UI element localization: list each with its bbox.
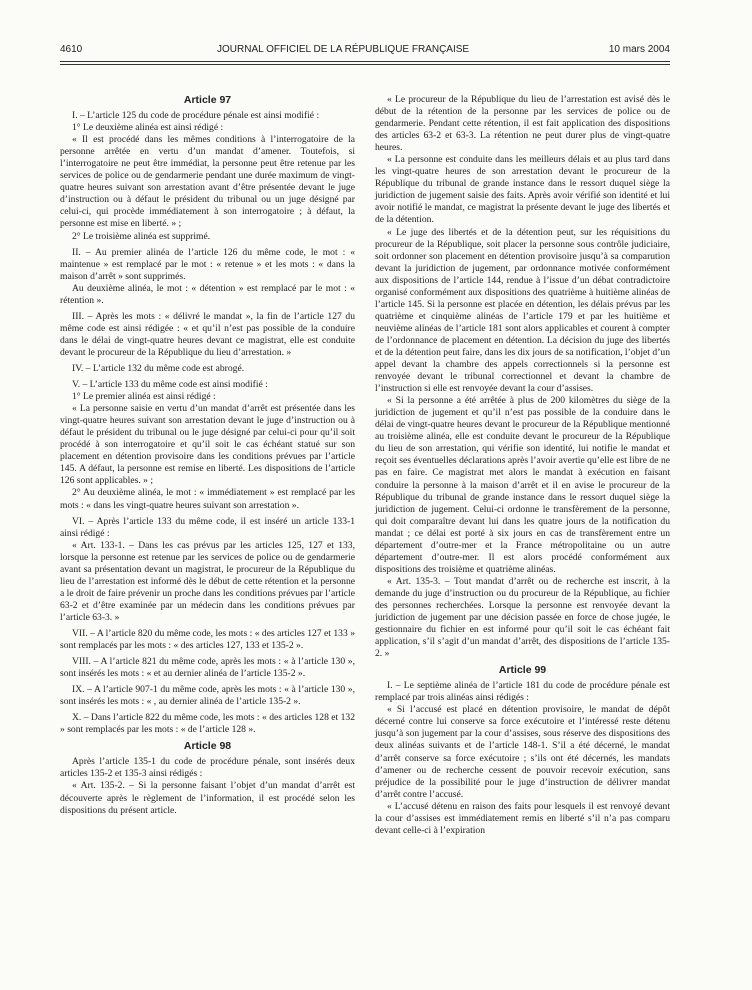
paragraph: « Si la personne a été arrêtée à plus de 200 kilomètres du siège de la juridiction de jugement et qu’il n’est pas possible de la conduire dans le délai de vingt-quatre heures devant le procureur de la République mentionné au troisième alinéa, elle est conduite devant le procureur de la République du lieu de son arrestation, qui vérifie son identité, lui notifie le mandat et reçoit ses éventuelles déclarations après l’avoir avertie qu’elle est libre de ne pas en faire. Ce magistrat met alors le mandat à exécution en faisant conduire la personne à la maison d’arrêt et il en avise le procureur de la République du tribunal de grande instance dans le ressort duquel siège la juridiction de jugement. Celui-ci ordonne le transfèrement de la personne, qui doit comparaître devant lui dans les quatre jours de la notification du mandat ; ce délai est porté à six jours en cas de transfèrement entre un département d’outre-mer et la France métropolitaine ou un autre département d’outre-mer. Il est alors procédé conformément aux dispositions des troisième et quatrième alinéas. — [375, 395, 670, 575]
article-heading: Article 97 — [183, 94, 232, 106]
paragraph: VII. – A l’article 820 du même code, les mots : « des articles 127 et 133 » sont remplacés par les mots : « des articles 127, 133 et 135-2 ». — [60, 627, 355, 652]
header-rule-thick — [60, 61, 670, 62]
paragraph: « L’accusé détenu en raison des faits pour lesquels il est renvoyé devant la cour d’assises est immédiatement remis en liberté s’il n’a pas comparu devant celle-ci à l’expiration — [375, 800, 670, 836]
header-rule-thin — [60, 64, 670, 65]
paragraph: II. – Au premier alinéa de l’article 126 du même code, le mot : « maintenue » est remplacé par le mot : « retenue » et les mots : « dans la maison d’arrêt » sont supprimés. — [60, 246, 355, 282]
paragraph: VI. – Après l’article 133 du même code, il est inséré un article 133-1 ainsi rédigé : — [60, 515, 355, 539]
paragraph: 2° Au deuxième alinéa, le mot : « immédiatement » est remplacé par les mots : « dans les vingt-quatre heures suivant son arrestation ». — [60, 487, 355, 511]
paragraph: VIII. – A l’article 821 du même code, après les mots : « à l’article 130 », sont insérés les mots : « et au dernier alinéa de l’article 135-2 ». — [60, 656, 355, 680]
page-number: 4610 — [60, 44, 83, 55]
paragraph: III. – Après les mots : « délivré le mandat », la fin de l’article 127 du même code est ainsi rédigée : « et qu’il n’est pas possible de la conduire dans le délai de vingt-quatre heures devant ce magistrat, elle est conduite devant le procureur de la République du lieu d’arrestation. » — [60, 310, 355, 358]
paragraph: « La personne est conduite dans les meilleurs délais et au plus tard dans les vingt-quatre heures de son arrestation devant le procureur de la République du tribunal de grande instance dans le ressort duquel siège la juridiction de jugement saisie des faits. Après avoir vérifié son identité et lui avoir notifié le mandat, ce magistrat la présente devant le juge des libertés et de la détention. — [375, 154, 670, 226]
paragraph: « Art. 135-2. – Si la personne faisant l’objet d’un mandat d’arrêt est découverte après le règlement de l’information, il est procédé selon les dispositions du présent article. — [60, 780, 355, 816]
paragraph: 2° Le troisième alinéa est supprimé. — [72, 230, 211, 242]
paragraph: IV. – L’article 132 du même code est abrogé. — [72, 362, 245, 374]
paragraph: I. – Le septième alinéa de l’article 181 du code de procédure pénale est remplacé par trois alinéas ainsi rédigés : — [375, 680, 670, 704]
paragraph: « Le juge des libertés et de la détention peut, sur les réquisitions du procureur de la République, soit placer la personne sous contrôle judiciaire, soit ordonner son placement en détention provisoire jusqu’à sa comparution devant la juridiction de jugement, par ordonnance motivée conformément aux dispositions de l’article 144, rendue à l’issue d’un débat contradictoire organisé conformément aux dispositions des quatrième à huitième alinéas de l’article 145. Si la personne est placée en détention, les délais prévus par les quatrième et cinquième alinéas de l’article 179 et par les huitième et neuvième alinéas de l’article 181 sont alors applicables et courent à compter de l’ordonnance de placement en détention. La décision du juge des libertés et de la détention peut faire, dans les dix jours de sa notification, l’objet d’un appel devant la chambre des appels correctionnels si la personne est renvoyée devant le tribunal correctionnel et devant la chambre de l’instruction si elle est renvoyée devant la cour d’assises. — [375, 226, 670, 395]
paragraph: « La personne saisie en vertu d’un mandat d’arrêt est présentée dans les vingt-quatre heures suivant son arrestation devant le juge d’instruction ou à défaut le président du tribunal ou le juge désigné par celui-ci pour qu’il soit procédé à son interrogatoire et qu’il soit le cas échéant statué sur son placement en détention provisoire dans les conditions prévues par l’article 145. A défaut, la personne est remise en liberté. Les dispositions de l’article 126 sont applicables. » ; — [60, 403, 355, 487]
paragraph: 1° Le deuxième alinéa est ainsi rédigé : — [72, 122, 224, 134]
article-heading: Article 99 — [498, 664, 547, 677]
paragraph: « Art. 133-1. – Dans les cas prévus par les articles 125, 127 et 133, lorsque la personne est retenue par les services de police ou de gendarmerie avant sa présentation devant un magistrat, le procureur de la République du lieu de l’arrestation est informé dès le début de cette rétention et la personne a le droit de faire prévenir un proche dans les conditions prévues par l’article 63-2 et d’être examinée par un médecin dans les conditions prévues par l’article 63-3. » — [60, 539, 355, 623]
paragraph: Après l’article 135-1 du code de procédure pénale, sont insérés deux articles 135-2 et 135-3 ainsi rédigés : — [60, 756, 355, 780]
left-column — [60, 94, 355, 817]
article-heading: Article 98 — [183, 740, 232, 753]
journal-title: JOURNAL OFFICIEL DE LA RÉPUBLIQUE FRANÇAISE — [217, 44, 470, 55]
page-header — [60, 44, 670, 58]
paragraph: « Le procureur de la République du lieu de l’arrestation est avisé dès le début de la rétention de la personne par les services de police ou de gendarmerie. Pendant cette rétention, il est fait application des dispositions des articles 63-2 et 63-3. La rétention ne peut durer plus de vingt-quatre heures. — [375, 94, 670, 154]
paragraph: « Art. 135-3. – Tout mandat d’arrêt ou de recherche est inscrit, à la demande du juge d’instruction ou du procureur de la République, au fichier des personnes recherchées. Lorsque la personne est renvoyée devant la juridiction de jugement par une décision passée en force de chose jugée, le gestionnaire du fichier en est informé pour qu’il soit le cas échéant fait application, s’il s’agit d’un mandat d’arrêt, des dispositions de l’article 135-2. » — [375, 575, 670, 660]
paragraph: I. – L’article 125 du code de procédure pénale est ainsi modifié : — [72, 110, 320, 122]
paragraph: « Si l’accusé est placé en détention provisoire, le mandat de dépôt décerné contre lui conserve sa force exécutoire et l’intéressé reste détenu jusqu’à son jugement par la cour d’assises, sous réserve des dispositions des deux alinéas suivants et de l’article 148-1. S’il a été décerné, le mandat d’arrêt conserve sa force exécutoire ; s’ils ont été décernés, les mandats d’amener ou de recherche cessent de pouvoir recevoir exécution, sans préjudice de la possibilité pour le juge d’instruction de délivrer mandat d’arrêt contre l’accusé. — [375, 704, 670, 800]
paragraph: Au deuxième alinéa, le mot : « détention » est remplacé par le mot : « rétention ». — [60, 282, 355, 306]
paragraph: « Il est procédé dans les mêmes conditions à l’interrogatoire de la personne arrêtée en vertu d’un mandat d’amener. Toutefois, si l’interrogatoire ne peut être immédiat, la personne peut être retenue par les services de police ou de gendarmerie pendant une durée maximum de vingt-quatre heures suivant son arrestation avant d’être présentée devant le juge d’instruction ou à défaut le président du tribunal ou un juge désigné par celui-ci, qui procède immédiatement à son interrogatoire ; à défaut, la personne est mise en liberté. » ; — [60, 134, 355, 230]
paragraph: X. – Dans l’article 822 du même code, les mots : « des articles 128 et 132 » sont remplacés par les mots : « de l’article 128 ». — [60, 712, 355, 736]
issue-date: 10 mars 2004 — [608, 44, 670, 55]
paragraph: V. – L’article 133 du même code est ainsi modifié : — [72, 379, 268, 391]
paragraph: IX. – A l’article 907-1 du même code, après les mots : « à l’article 130 », sont insérés les mots : « , au dernier alinéa de l’article 135-2 ». — [60, 684, 355, 708]
right-column — [375, 94, 670, 837]
paragraph: 1° Le premier alinéa est ainsi rédigé : — [72, 391, 216, 403]
